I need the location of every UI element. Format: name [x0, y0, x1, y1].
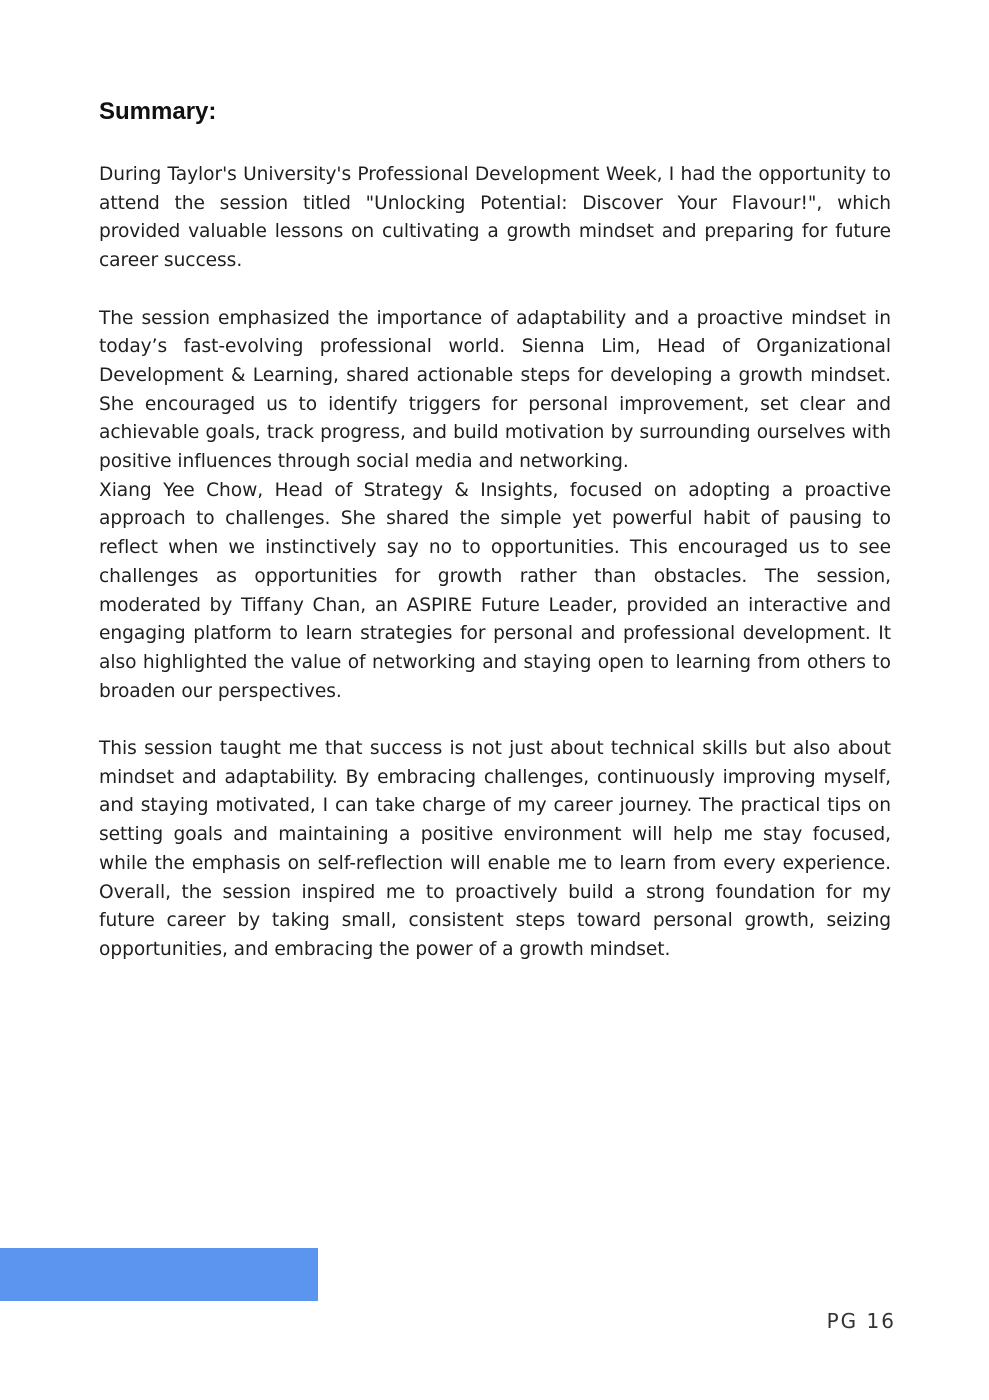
paragraph-proactive-approach: Xiang Yee Chow, Head of Strategy & Insights, focused on adopting a proactive approach to challenges. She shared the simple yet powerful habit of pausing to reflect when we instinctively say no to opportunities. This encouraged us to see challenges as opportunities for growth rather than obstacles. The session, moderated by Tiffany Chan, an ASPIRE Future Leader, provided an interactive and engaging platform to learn strategies for personal and professional development. It also highlighted the value of networking and staying open to learning from others to broaden our perspectives. — [99, 479, 891, 702]
page-number: PG 16 — [826, 1309, 896, 1333]
summary-heading: Summary: — [99, 98, 217, 125]
accent-bar — [0, 1248, 318, 1301]
summary-section — [99, 95, 891, 965]
paragraph-reflection: This session taught me that success is not just about technical skills but also about mindset and adaptability. By embracing challenges, continuously improving myself, and staying motivated, I can take charge of my career journey. The practical tips on setting goals and maintaining a positive environment will help me stay focused, while the emphasis on self-reflection will enable me to learn from every experience. Overall, the session inspired me to proactively build a strong foundation for my future career by taking small, consistent steps toward personal growth, seizing opportunities, and embracing the power of a growth mindset. — [99, 738, 891, 960]
paragraph-growth-mindset: The session emphasized the importance of adaptability and a proactive mindset in today’s fast-evolving professional world. Sienna Lim, Head of Organizational Development & Learning, shared actionable steps for developing a growth mindset. She encouraged us to identify triggers for personal improvement, set clear and achievable goals, track progress, and build motivation by surrounding ourselves with positive influences through social media and networking. — [99, 307, 891, 473]
paragraph-intro: During Taylor's University's Professional Development Week, I had the opportunity to attend the session titled "Unlocking Potential: Discover Your Flavour!", which provided valuable lessons on cultivating a growth mindset and preparing for future career success. — [99, 164, 891, 272]
